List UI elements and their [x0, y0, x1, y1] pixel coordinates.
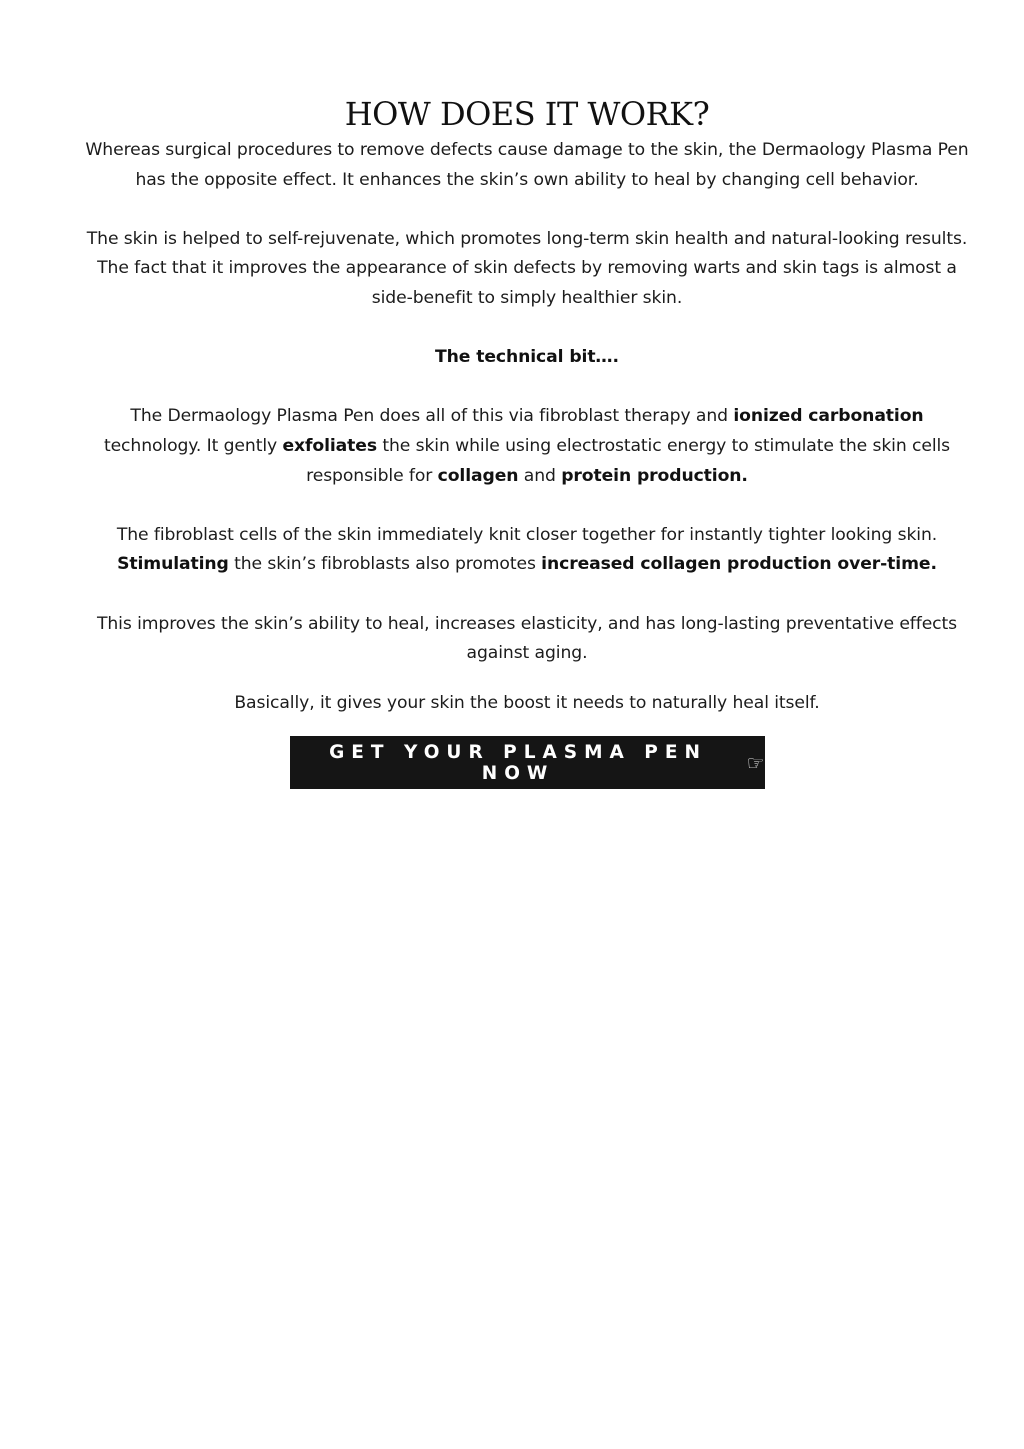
text-run: The fibroblast cells of the skin immediately knit closer together for instantly tighter looking skin.	[116, 524, 938, 545]
rejuvenation-paragraph: The skin is helped to self-rejuvenate, which promotes long-term skin health and natural-looking results. The fact that it improves the appearance of skin defects by removing warts and skin tags is almost a side-benefit to simply healthier skin.	[86, 228, 968, 308]
cta-container	[80, 736, 974, 789]
paragraph-spacer	[80, 195, 974, 225]
intro-paragraph: Whereas surgical procedures to remove defects cause damage to the skin, the Dermaology Plasma Pen has the opposite effect. It enhances the skin’s own ability to heal by changing cell behavior.	[85, 140, 969, 190]
highlight-exfoliates: exfoliates	[282, 435, 377, 456]
highlight-ionized-carbonation: ionized carbonation	[733, 406, 924, 427]
highlight-protein-production: protein production.	[561, 465, 748, 486]
paragraph-spacer	[80, 669, 974, 689]
paragraph-spacer	[80, 314, 974, 344]
paragraph-spacer	[80, 491, 974, 521]
how-it-works-section	[80, 92, 974, 789]
highlight-collagen-production: increased collagen production over-time.	[541, 554, 937, 575]
text-run: technology. It gently	[103, 435, 283, 456]
paragraph-spacer	[80, 373, 974, 403]
text-run: the skin while using electrostatic energy to stimulate the skin cells responsible for	[306, 435, 951, 486]
fibroblast-paragraph	[80, 521, 974, 580]
cta-label: GET YOUR PLASMA PEN NOW	[329, 741, 707, 784]
highlight-stimulating: Stimulating	[117, 554, 229, 575]
text-run: The Dermaology Plasma Pen does all of this via fibroblast therapy and	[130, 406, 734, 427]
text-run: and	[518, 465, 562, 486]
highlight-collagen: collagen	[437, 465, 519, 486]
technical-subheading	[80, 343, 974, 373]
benefits-paragraph: This improves the skin’s ability to heal, increases elasticity, and has long-lasting preventative effects against aging.	[96, 613, 958, 664]
text-run: the skin’s fibroblasts also promotes	[228, 554, 542, 575]
get-plasma-pen-button[interactable]	[290, 736, 765, 789]
paragraph-spacer	[80, 580, 974, 610]
technology-paragraph	[80, 402, 974, 491]
technical-subheading-text: The technical bit….	[435, 347, 619, 368]
section-heading: HOW DOES IT WORK?	[344, 95, 710, 133]
summary-paragraph: Basically, it gives your skin the boost it needs to naturally heal itself.	[234, 692, 820, 713]
pointing-hand-icon: ☞	[746, 750, 765, 775]
